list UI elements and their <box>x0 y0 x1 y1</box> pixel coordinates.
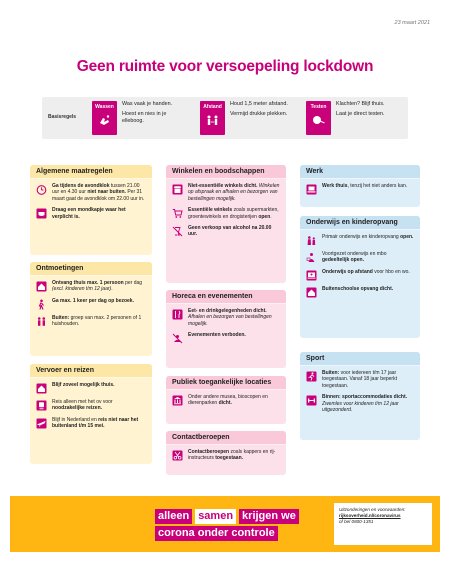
card-werk <box>300 165 420 207</box>
mask-icon <box>36 208 47 219</box>
hands-washing-icon <box>98 114 111 127</box>
slogan-word-alleen: alleen <box>155 509 192 524</box>
house-icon <box>306 287 317 298</box>
list-item-text: Binnen: sportaccommodaties dicht. Zwemles voor kinderen t/m 12 jaar uitgezonderd. <box>322 394 408 414</box>
card-title: Contactberoepen <box>166 431 286 445</box>
list-item <box>36 207 146 220</box>
list-item <box>172 394 280 407</box>
wassen-badge-label: Wassen <box>95 104 114 110</box>
rule-wassen <box>92 101 187 135</box>
list-item <box>172 207 280 220</box>
info-box <box>334 503 432 545</box>
card-title: Vervoer en reizen <box>30 364 152 378</box>
slogan-line-2 <box>155 526 299 541</box>
group-icon <box>36 316 47 327</box>
list-item <box>306 234 414 246</box>
testen-badge <box>306 101 331 135</box>
testen-badge-label: Testen <box>310 104 327 110</box>
list-item-text: Niet-essentiële winkels dicht. Winkelen op afspraak en afhalen en bezorgen van bestellingen mogelijk. <box>188 183 280 202</box>
list-item <box>306 251 414 264</box>
card-sport <box>300 352 420 440</box>
card-contactberoepen <box>166 431 286 475</box>
list-item-text: Werk thuis, tenzij het niet anders kan. <box>322 183 408 189</box>
list-item <box>306 370 414 389</box>
list-item <box>172 308 280 327</box>
list-item-text: Essentiële winkels zoals supermarkten, groentewinkels en drogisterijen open. <box>188 207 279 220</box>
slogan-word-krijgen-we: krijgen we <box>239 509 299 524</box>
afstand-badge-label: Afstand <box>203 104 222 110</box>
card-title: Onderwijs en kinderopvang <box>300 216 420 230</box>
test-swab-icon <box>312 114 325 127</box>
list-item-text: Buiten: groep van max. 2 personen of 1 huishouden. <box>52 314 142 328</box>
rule-afstand <box>200 101 295 135</box>
list-item <box>172 183 280 202</box>
list-item <box>36 315 146 328</box>
slogan-line-1 <box>155 509 299 524</box>
list-item-text: Ga tijdens de avondklok tussen 21.00 uur en 4.30 uur niet naar buiten. Per 31 maart gaat de avondklok om 22.00 uur in. <box>52 183 145 202</box>
list-item <box>306 286 414 298</box>
house-icon <box>36 281 47 292</box>
shop-icon <box>172 184 183 195</box>
list-item-text: Buiten: voor iedereen t/m 17 jaar toegestaan. Vanaf 18 jaar beperkt toegestaan. <box>322 370 397 389</box>
train-icon <box>36 400 47 411</box>
list-item-text: Geen verkoop van alcohol na 20.00 uur. <box>188 225 272 238</box>
list-item <box>36 280 146 293</box>
cutlery-icon <box>172 309 183 320</box>
afstand-badge <box>200 101 225 135</box>
date-label: 23 maart 2021 <box>394 20 430 26</box>
card-algemene-maatregelen <box>30 165 152 255</box>
list-item-text: Ga max. 1 keer per dag op bezoek. <box>52 297 134 304</box>
list-item-text: Voortgezet onderwijs en mbo gedeeltelijk open. <box>322 251 387 264</box>
no-events-icon <box>172 333 183 344</box>
info-title: Uitzonderingen en voorwaarden: <box>339 507 406 512</box>
list-item <box>172 449 280 462</box>
distance-icon <box>306 270 317 281</box>
card-vervoer-en-reizen <box>30 364 152 464</box>
card-publiek-toegankelijke-locaties <box>166 376 286 424</box>
list-item <box>36 382 146 394</box>
slogan-corona-onder-controle: corona onder controle <box>155 526 278 541</box>
running-icon <box>306 371 317 382</box>
card-title: Publiek toegankelijke locaties <box>166 376 286 390</box>
museum-icon <box>172 395 183 406</box>
list-item-text: Reis alleen met het ov voor noodzakelijke reizen. <box>52 399 113 412</box>
testen-text: Klachten? Blijf thuis. Laat je direct testen. <box>336 101 385 117</box>
list-item-text: Onder andere musea, bioscopen en dierenparken dicht. <box>188 394 268 407</box>
info-phone: of bel 0800-1351 <box>339 519 374 524</box>
list-item-text: Draag een mondkapje waar het verplicht is. <box>52 207 126 220</box>
basisregels-strip <box>42 97 408 139</box>
cart-icon <box>172 208 183 219</box>
card-title: Sport <box>300 352 420 366</box>
slogan <box>155 509 299 543</box>
basisregels-label: Basisregels <box>48 114 77 120</box>
gym-icon <box>306 395 317 406</box>
rule-testen <box>306 101 401 135</box>
card-winkelen-en-boodschappen <box>166 165 286 283</box>
card-title: Horeca en evenementen <box>166 290 286 304</box>
info-link[interactable]: rijksoverheid.nl/coronavirus <box>339 513 401 518</box>
card-title: Algemene maatregelen <box>30 165 152 179</box>
card-horeca-en-evenementen <box>166 290 286 368</box>
wassen-badge <box>92 101 117 135</box>
school-icon <box>306 252 317 263</box>
list-item-text: Blijf zoveel mogelijk thuis. <box>52 382 115 388</box>
clock-icon <box>36 184 47 195</box>
laptop-icon <box>306 184 317 195</box>
no-alcohol-icon <box>172 226 183 237</box>
card-title: Ontmoetingen <box>30 262 152 276</box>
list-item-text: Contactberoepen zoals kappers en rij-instructeurs toegestaan. <box>188 449 276 462</box>
distance-people-icon <box>206 114 219 127</box>
card-ontmoetingen <box>30 262 152 356</box>
list-item <box>172 225 280 238</box>
plane-icon <box>36 418 47 429</box>
list-item <box>306 394 414 413</box>
wassen-text: Was vaak je handen. Hoest en nies in je elleboog. <box>122 101 173 124</box>
slogan-word-samen: samen <box>195 509 236 524</box>
list-item <box>36 183 146 202</box>
list-item-text: Primair onderwijs en kinderopvang open. <box>322 234 414 240</box>
children-icon <box>306 235 317 246</box>
card-title: Werk <box>300 165 420 179</box>
list-item <box>306 269 414 281</box>
house-icon <box>36 383 47 394</box>
card-title: Winkelen en boodschappen <box>166 165 286 179</box>
scissors-icon <box>172 450 183 461</box>
card-onderwijs-en-kinderopvang <box>300 216 420 338</box>
afstand-text: Houd 1,5 meter afstand. Vermijd drukke plekken. <box>230 101 288 117</box>
list-item <box>306 183 414 195</box>
list-item-text: Ontvang thuis max. 1 persoon per dag (excl. kinderen t/m 12 jaar). <box>52 280 143 293</box>
list-item-text: Evenementen verboden. <box>188 332 246 339</box>
list-item-text: Buitenschoolse opvang dicht. <box>322 285 394 292</box>
list-item-text: Eet- en drinkgelegenheden dicht. Afhalen en bezorgen van bestellingen mogelijk. <box>188 308 272 327</box>
list-item-text: Blijf in Nederland en reis niet naar het buitenland t/m 15 mei. <box>52 416 139 430</box>
list-item-text: Onderwijs op afstand voor hbo en wo. <box>322 268 410 275</box>
walking-person-icon <box>36 299 47 310</box>
list-item <box>172 332 280 344</box>
list-item <box>36 298 146 310</box>
list-item <box>36 417 146 430</box>
list-item <box>36 399 146 412</box>
page-title: Geen ruimte voor versoepeling lockdown <box>76 58 374 75</box>
